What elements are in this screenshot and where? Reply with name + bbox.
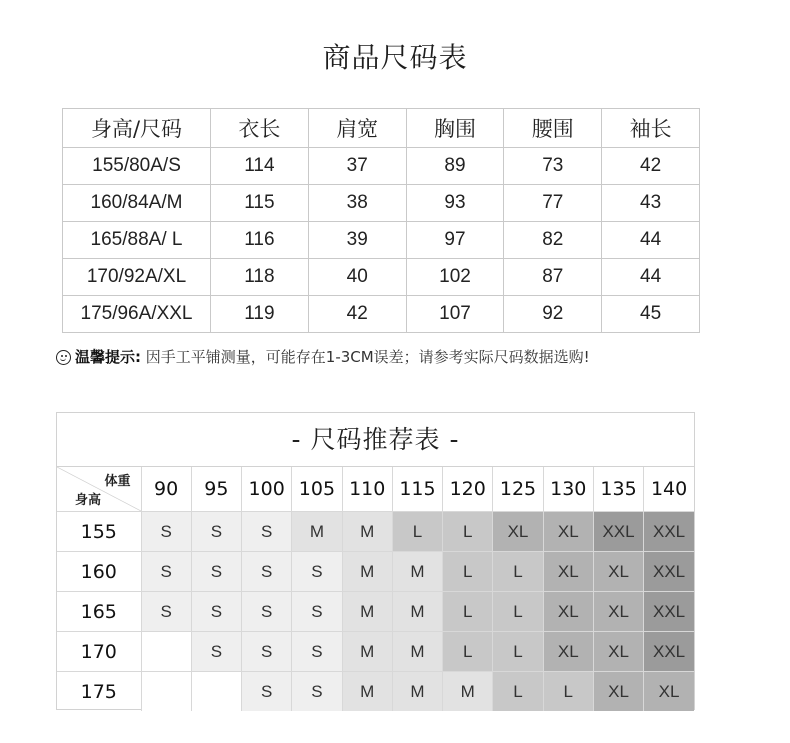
weight-header-cell: 105 — [292, 467, 342, 512]
table-cell: 92 — [504, 296, 602, 333]
size-recommend-cell: XL — [644, 672, 694, 712]
table-row — [57, 512, 694, 552]
size-recommend-cell: M — [342, 672, 392, 712]
height-header-cell: 165 — [57, 592, 141, 632]
size-recommend-cell: XXL — [644, 552, 694, 592]
table-row — [63, 296, 700, 333]
table-cell: 107 — [406, 296, 504, 333]
size-recommend-cell: S — [242, 592, 292, 632]
table-cell: 116 — [211, 222, 309, 259]
size-recommend-table — [57, 467, 694, 711]
size-recommend-panel — [56, 412, 695, 710]
size-recommend-cell: L — [443, 592, 493, 632]
size-recommend-cell: S — [292, 632, 342, 672]
size-recommend-cell: XL — [493, 512, 543, 552]
measurement-notice — [56, 346, 590, 367]
header-waist: 腰围 — [504, 109, 602, 148]
header-sleeve: 袖长 — [602, 109, 700, 148]
size-recommend-cell: XL — [543, 552, 593, 592]
size-recommend-cell: XXL — [644, 592, 694, 632]
size-recommend-cell — [191, 672, 241, 712]
table-row — [63, 185, 700, 222]
table-cell: 44 — [602, 222, 700, 259]
size-recommend-cell: S — [242, 632, 292, 672]
table-row — [63, 222, 700, 259]
table-row — [57, 592, 694, 632]
size-cell: 160/84A/M — [63, 185, 211, 222]
table-cell: 42 — [308, 296, 406, 333]
height-header-cell: 155 — [57, 512, 141, 552]
size-recommend-cell: L — [443, 512, 493, 552]
size-recommend-cell: L — [493, 592, 543, 632]
table-cell: 77 — [504, 185, 602, 222]
weight-header-cell: 95 — [191, 467, 241, 512]
size-recommend-cell: S — [191, 512, 241, 552]
size-recommend-cell: XL — [593, 592, 643, 632]
size-recommend-cell: S — [191, 632, 241, 672]
header-chest: 胸围 — [406, 109, 504, 148]
size-recommend-cell: M — [342, 552, 392, 592]
weight-axis-label: 体重 — [104, 474, 131, 489]
table-row — [57, 632, 694, 672]
header-height-size: 身高/尺码 — [63, 109, 211, 148]
size-recommend-cell: XL — [593, 672, 643, 712]
table-cell: 87 — [504, 259, 602, 296]
size-recommend-cell: L — [443, 632, 493, 672]
size-recommend-cell: L — [392, 512, 442, 552]
size-recommend-cell: M — [392, 632, 442, 672]
size-recommend-cell: S — [242, 672, 292, 712]
table-cell: 115 — [211, 185, 309, 222]
height-header-cell: 170 — [57, 632, 141, 672]
table-cell: 39 — [308, 222, 406, 259]
table-row — [57, 552, 694, 592]
table-cell: 42 — [602, 148, 700, 185]
table-cell: 45 — [602, 296, 700, 333]
weight-header-row — [57, 467, 694, 512]
notice-text: 因手工平铺测量，可能存在1-3CM误差；请参考实际尺码数据选购! — [141, 348, 590, 366]
size-recommend-cell: S — [191, 592, 241, 632]
table-cell: 97 — [406, 222, 504, 259]
size-chart-table — [62, 108, 700, 333]
weight-header-cell: 110 — [342, 467, 392, 512]
size-recommend-cell: S — [141, 512, 191, 552]
size-recommend-cell: L — [493, 632, 543, 672]
size-recommend-cell: XL — [543, 512, 593, 552]
table-cell: 89 — [406, 148, 504, 185]
size-chart-title: 商品尺码表 — [322, 41, 468, 74]
notice-label: 温馨提示: — [75, 348, 141, 366]
size-cell: 155/80A/S — [63, 148, 211, 185]
size-recommend-cell: S — [292, 672, 342, 712]
table-cell: 73 — [504, 148, 602, 185]
size-chart-header-row — [63, 109, 700, 148]
header-length: 衣长 — [211, 109, 309, 148]
size-recommend-cell: S — [242, 512, 292, 552]
size-recommend-cell: XL — [543, 592, 593, 632]
table-row — [63, 259, 700, 296]
size-cell: 165/88A/ L — [63, 222, 211, 259]
table-row — [63, 148, 700, 185]
height-header-cell: 160 — [57, 552, 141, 592]
size-recommend-cell: XXL — [644, 512, 694, 552]
size-recommend-cell: M — [443, 672, 493, 712]
size-recommend-cell: M — [342, 592, 392, 632]
size-recommend-cell: XL — [593, 632, 643, 672]
table-cell: 102 — [406, 259, 504, 296]
size-recommend-cell: M — [392, 672, 442, 712]
table-cell: 44 — [602, 259, 700, 296]
table-row — [57, 672, 694, 712]
table-cell: 114 — [211, 148, 309, 185]
weight-header-cell: 115 — [392, 467, 442, 512]
table-cell: 82 — [504, 222, 602, 259]
size-recommend-title: - 尺码推荐表 - — [57, 413, 694, 467]
smiley-icon — [56, 350, 71, 365]
size-recommend-cell: S — [141, 552, 191, 592]
size-recommend-cell: L — [493, 672, 543, 712]
table-cell: 118 — [211, 259, 309, 296]
size-recommend-cell: S — [292, 592, 342, 632]
table-cell: 43 — [602, 185, 700, 222]
size-recommend-cell — [141, 672, 191, 712]
corner-cell — [57, 467, 141, 512]
size-cell: 170/92A/XL — [63, 259, 211, 296]
size-cell: 175/96A/XXL — [63, 296, 211, 333]
weight-header-cell: 125 — [493, 467, 543, 512]
table-cell: 40 — [308, 259, 406, 296]
size-recommend-cell: L — [493, 552, 543, 592]
weight-header-cell: 135 — [593, 467, 643, 512]
size-recommend-cell: XXL — [644, 632, 694, 672]
table-cell: 38 — [308, 185, 406, 222]
size-recommend-cell: M — [292, 512, 342, 552]
height-header-cell: 175 — [57, 672, 141, 712]
size-recommend-cell: S — [292, 552, 342, 592]
size-recommend-cell — [141, 632, 191, 672]
table-cell: 119 — [211, 296, 309, 333]
size-recommend-cell: S — [242, 552, 292, 592]
size-recommend-cell: XL — [593, 552, 643, 592]
weight-header-cell: 130 — [543, 467, 593, 512]
height-axis-label: 身高 — [75, 493, 102, 508]
size-recommend-cell: XL — [543, 632, 593, 672]
size-recommend-cell: M — [392, 592, 442, 632]
size-recommend-cell: L — [543, 672, 593, 712]
size-recommend-cell: M — [342, 512, 392, 552]
size-recommend-cell: M — [342, 632, 392, 672]
table-cell: 93 — [406, 185, 504, 222]
size-recommend-cell: S — [141, 592, 191, 632]
size-recommend-cell: M — [392, 552, 442, 592]
weight-header-cell: 90 — [141, 467, 191, 512]
header-shoulder: 肩宽 — [308, 109, 406, 148]
weight-header-cell: 140 — [644, 467, 694, 512]
size-recommend-cell: S — [191, 552, 241, 592]
size-recommend-cell: L — [443, 552, 493, 592]
weight-header-cell: 100 — [242, 467, 292, 512]
size-recommend-cell: XXL — [593, 512, 643, 552]
table-cell: 37 — [308, 148, 406, 185]
weight-header-cell: 120 — [443, 467, 493, 512]
